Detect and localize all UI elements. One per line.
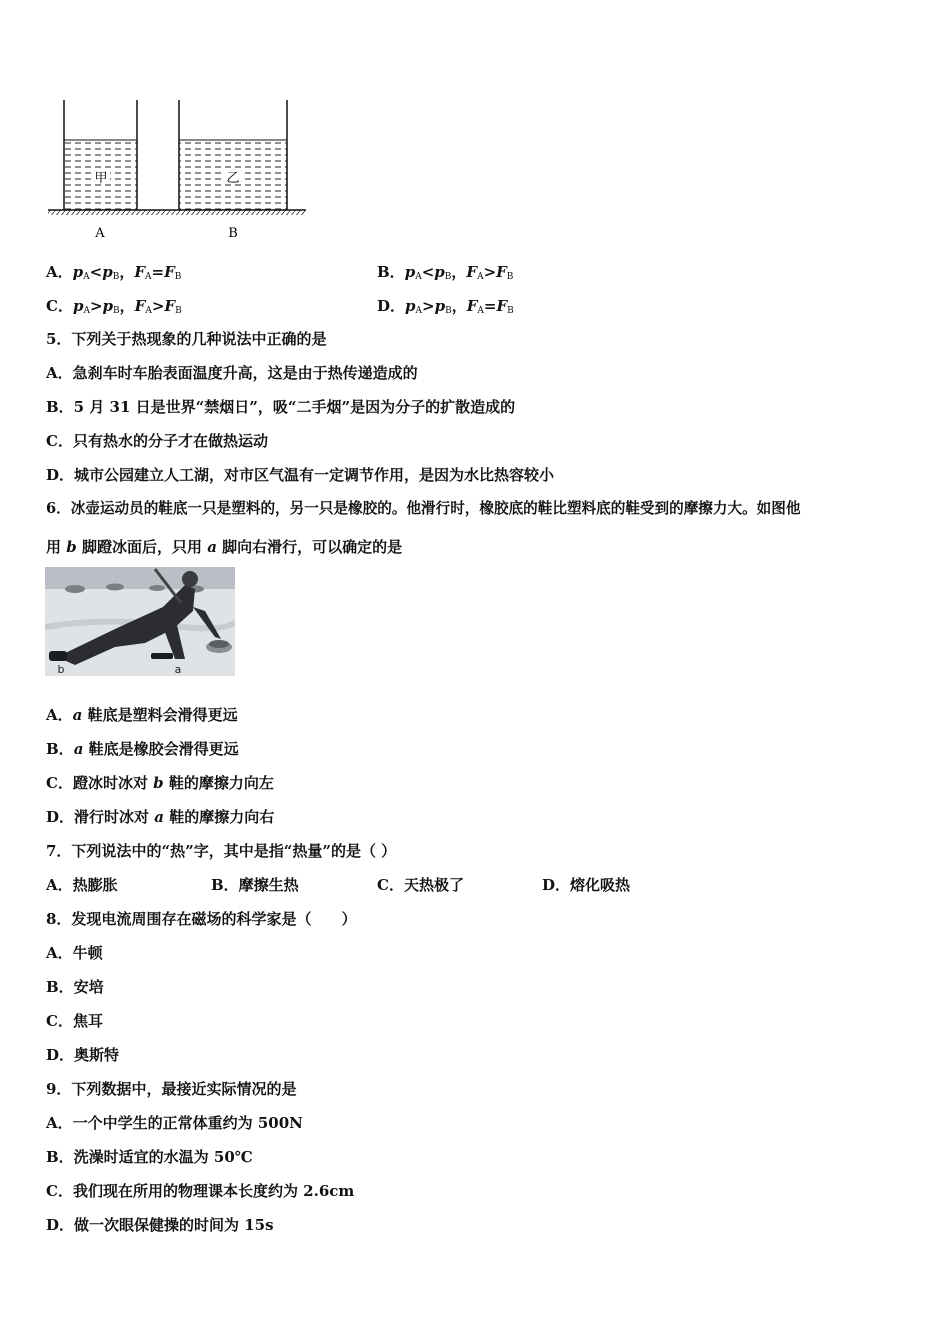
q5-stem: 5．下列关于热现象的几种说法中正确的是 <box>46 330 327 348</box>
q6-stem-line-1: 6．冰壶运动员的鞋底一只是塑料的，另一只是橡胶的。他滑行时，橡胶底的鞋比塑料底的鞋受到的摩擦力大。如图他 <box>46 500 801 517</box>
q8-option-c[interactable]: C．焦耳 <box>46 1012 103 1030</box>
curling-label-b: b <box>57 663 65 676</box>
q6-option-a[interactable]: A．a 鞋底是塑料会滑得更远 <box>46 706 238 724</box>
container-a-char: 甲 <box>94 171 108 186</box>
q7-option-b[interactable]: B．摩擦生热 <box>211 876 299 894</box>
q7-option-a[interactable]: A．热膨胀 <box>46 876 118 894</box>
q6-option-c[interactable]: C．蹬冰时冰对 b 鞋的摩擦力向左 <box>46 774 274 792</box>
q8-option-a[interactable]: A．牛顿 <box>46 944 103 962</box>
q9-stem: 9．下列数据中，最接近实际情况的是 <box>46 1080 297 1098</box>
q9-option-d[interactable]: D．做一次眼保健操的时间为 15s <box>46 1216 274 1234</box>
q7-option-d[interactable]: D．熔化吸热 <box>542 876 631 894</box>
q4-option-b[interactable]: B．$p_A<p_B$，$F_A>F_B$ <box>377 263 514 282</box>
q6-option-d[interactable]: D．滑行时冰对 a 鞋的摩擦力向右 <box>46 808 275 826</box>
q4-option-c[interactable]: C．$p_A>p_B$，$F_A>F_B$ <box>46 297 182 316</box>
q4-option-d[interactable]: D．$p_A>p_B$，$F_A=F_B$ <box>377 297 514 316</box>
q4-options-row-2 <box>46 296 514 321</box>
q8-stem: 8．发现电流周围存在磁场的科学家是（ ） <box>46 910 357 928</box>
q8-option-d[interactable]: D．奥斯特 <box>46 1046 120 1064</box>
q9-option-b[interactable]: B．洗澡时适宜的水温为 50℃ <box>46 1148 253 1166</box>
q9-option-c[interactable]: C．我们现在所用的物理课本长度约为 2.6cm <box>46 1182 355 1200</box>
q7-stem: 7．下列说法中的“热”字，其中是指“热量”的是（ ） <box>46 842 397 860</box>
q5-option-b[interactable]: B．5 月 31 日是世界“禁烟日”，吸“二手烟”是因为分子的扩散造成的 <box>46 398 516 416</box>
q5-option-c[interactable]: C．只有热水的分子才在做热运动 <box>46 432 268 450</box>
label-a: A <box>95 226 105 241</box>
label-b: B <box>228 226 238 241</box>
containers-figure <box>44 98 314 243</box>
q9-option-a[interactable]: A．一个中学生的正常体重约为 500N <box>46 1114 303 1132</box>
container-b-char: 乙 <box>226 171 240 186</box>
q6-stem-line-2: 用 b 脚蹬冰面后，只用 a 脚向右滑行，可以确定的是 <box>46 538 403 556</box>
q5-option-a[interactable]: A．急刹车时车胎表面温度升高，这是由于热传递造成的 <box>46 364 418 382</box>
q4-option-a[interactable]: A．$p_A<p_B$，$F_A=F_B$ <box>46 263 182 282</box>
q7-option-c[interactable]: C．天热极了 <box>377 876 464 894</box>
q5-option-d[interactable]: D．城市公园建立人工湖，对市区气温有一定调节作用，是因为水比热容较小 <box>46 466 555 484</box>
curling-label-a: a <box>174 663 182 676</box>
q8-option-b[interactable]: B．安培 <box>46 978 104 996</box>
curling-photo <box>45 567 235 676</box>
q6-option-b[interactable]: B．a 鞋底是橡胶会滑得更远 <box>46 740 239 758</box>
q4-options-row-1 <box>46 262 514 287</box>
